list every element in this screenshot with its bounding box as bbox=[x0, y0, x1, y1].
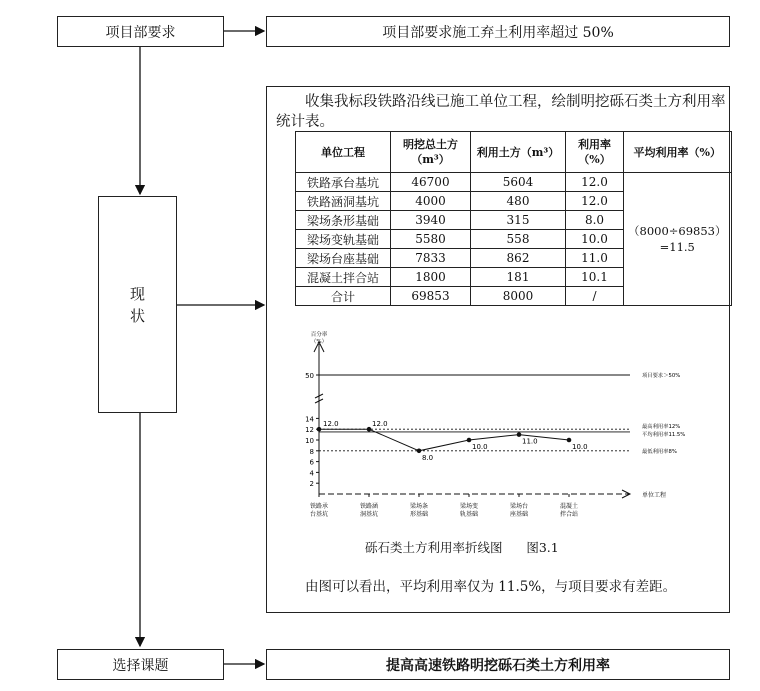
category-label: 梁场变轨基础 bbox=[459, 503, 479, 518]
table-cell: 12.0 bbox=[566, 192, 624, 211]
y-tick-label: 12 bbox=[305, 426, 314, 435]
table-cell: / bbox=[566, 287, 624, 306]
table-header: 明挖总土方（m³） bbox=[391, 132, 471, 173]
data-label: 12.0 bbox=[372, 420, 388, 429]
table-header: 单位工程 bbox=[296, 132, 391, 173]
table-cell: 混凝土拌合站 bbox=[296, 268, 391, 287]
table-header-row bbox=[296, 132, 732, 173]
table-cell: 7833 bbox=[391, 249, 471, 268]
data-point bbox=[567, 438, 572, 443]
table-cell: 合计 bbox=[296, 287, 391, 306]
table-header: 平均利用率（%） bbox=[624, 132, 732, 173]
data-point bbox=[317, 427, 322, 432]
category-label: 铁路承台基坑 bbox=[309, 503, 329, 518]
table-cell: 铁路承台基坑 bbox=[296, 173, 391, 192]
table-cell: 4000 bbox=[391, 192, 471, 211]
category-label: 梁场台座基础 bbox=[509, 503, 529, 518]
table-cell: 1800 bbox=[391, 268, 471, 287]
reference-line-label: 最高利用率12% bbox=[642, 424, 681, 431]
topic-box bbox=[57, 649, 224, 680]
utilization-line-chart bbox=[300, 330, 700, 530]
data-point bbox=[467, 438, 472, 443]
data-label: 10.0 bbox=[572, 443, 588, 451]
table-cell: 862 bbox=[471, 249, 566, 268]
table-cell: 11.0 bbox=[566, 249, 624, 268]
status-description: 收集我标段铁路沿线已施工单位工程，绘制明挖砾石类土方利用率统计表。 bbox=[276, 94, 726, 130]
data-label: 10.0 bbox=[472, 443, 488, 451]
utilization-table bbox=[295, 131, 732, 306]
table-cell: 480 bbox=[471, 192, 566, 211]
conclusion-text: 由图可以看出，平均利用率仅为 11.5%，与项目要求有差距。 bbox=[305, 579, 677, 595]
category-label: 梁场条形基础 bbox=[409, 503, 429, 518]
table-cell: 5604 bbox=[471, 173, 566, 192]
table-cell: 梁场变轨基础 bbox=[296, 230, 391, 249]
reference-line-label: 平均利用率11.5% bbox=[642, 431, 686, 438]
y-tick-label: 8 bbox=[309, 447, 314, 456]
topic-label: 选择课题 bbox=[112, 657, 169, 674]
requirement-box bbox=[57, 16, 224, 47]
table-cell: 10.0 bbox=[566, 230, 624, 249]
y-tick-label: 6 bbox=[309, 458, 314, 467]
y-tick-label: 14 bbox=[305, 415, 314, 424]
topic-detail-text: 提高高速铁路明挖砾石类土方利用率 bbox=[386, 657, 610, 674]
status-label: 现 状 bbox=[129, 284, 145, 325]
table-row bbox=[296, 173, 732, 192]
topic-detail-box bbox=[266, 649, 730, 680]
y-tick-label: 50 bbox=[305, 372, 314, 380]
data-label: 8.0 bbox=[422, 453, 434, 462]
table-cell: 10.1 bbox=[566, 268, 624, 287]
reference-line-label: 最低利用率8% bbox=[642, 448, 677, 455]
table-header: 利用土方（m³） bbox=[471, 132, 566, 173]
average-cell: （8000÷69853）=11.5 bbox=[624, 173, 732, 306]
table-cell: 46700 bbox=[391, 173, 471, 192]
category-label: 混凝土拌合站 bbox=[559, 503, 579, 518]
status-box bbox=[98, 196, 177, 413]
table-cell: 8000 bbox=[471, 287, 566, 306]
table-cell: 181 bbox=[471, 268, 566, 287]
data-label: 12.0 bbox=[323, 420, 339, 429]
reference-line-label: 项目要求＞50% bbox=[642, 373, 681, 379]
y-tick-label: 2 bbox=[309, 480, 314, 489]
data-point bbox=[417, 449, 422, 454]
category-label: 铁路涵洞基坑 bbox=[359, 503, 379, 518]
table-cell: 梁场条形基础 bbox=[296, 211, 391, 230]
x-axis-label: 单位工程 bbox=[642, 492, 667, 499]
table-cell: 铁路涵洞基坑 bbox=[296, 192, 391, 211]
data-label: 11.0 bbox=[522, 437, 538, 446]
table-cell: 8.0 bbox=[566, 211, 624, 230]
table-cell: 3940 bbox=[391, 211, 471, 230]
table-cell: 558 bbox=[471, 230, 566, 249]
y-axis-label: 百分率（%） bbox=[310, 332, 328, 345]
requirement-detail-text: 项目部要求施工弃土利用率超过 50% bbox=[382, 24, 614, 41]
requirement-detail-box bbox=[266, 16, 730, 47]
table-cell: 梁场台座基础 bbox=[296, 249, 391, 268]
table-cell: 69853 bbox=[391, 287, 471, 306]
data-point bbox=[367, 427, 372, 432]
table-cell: 315 bbox=[471, 211, 566, 230]
table-cell: 5580 bbox=[391, 230, 471, 249]
chart-caption: 砾石类土方利用率折线图 图3.1 bbox=[365, 540, 559, 555]
data-point bbox=[517, 432, 522, 437]
requirement-label: 项目部要求 bbox=[105, 24, 176, 41]
table-cell: 12.0 bbox=[566, 173, 624, 192]
y-tick-label: 10 bbox=[305, 437, 314, 445]
table-header: 利用率（%） bbox=[566, 132, 624, 173]
y-tick-label: 4 bbox=[309, 469, 314, 478]
